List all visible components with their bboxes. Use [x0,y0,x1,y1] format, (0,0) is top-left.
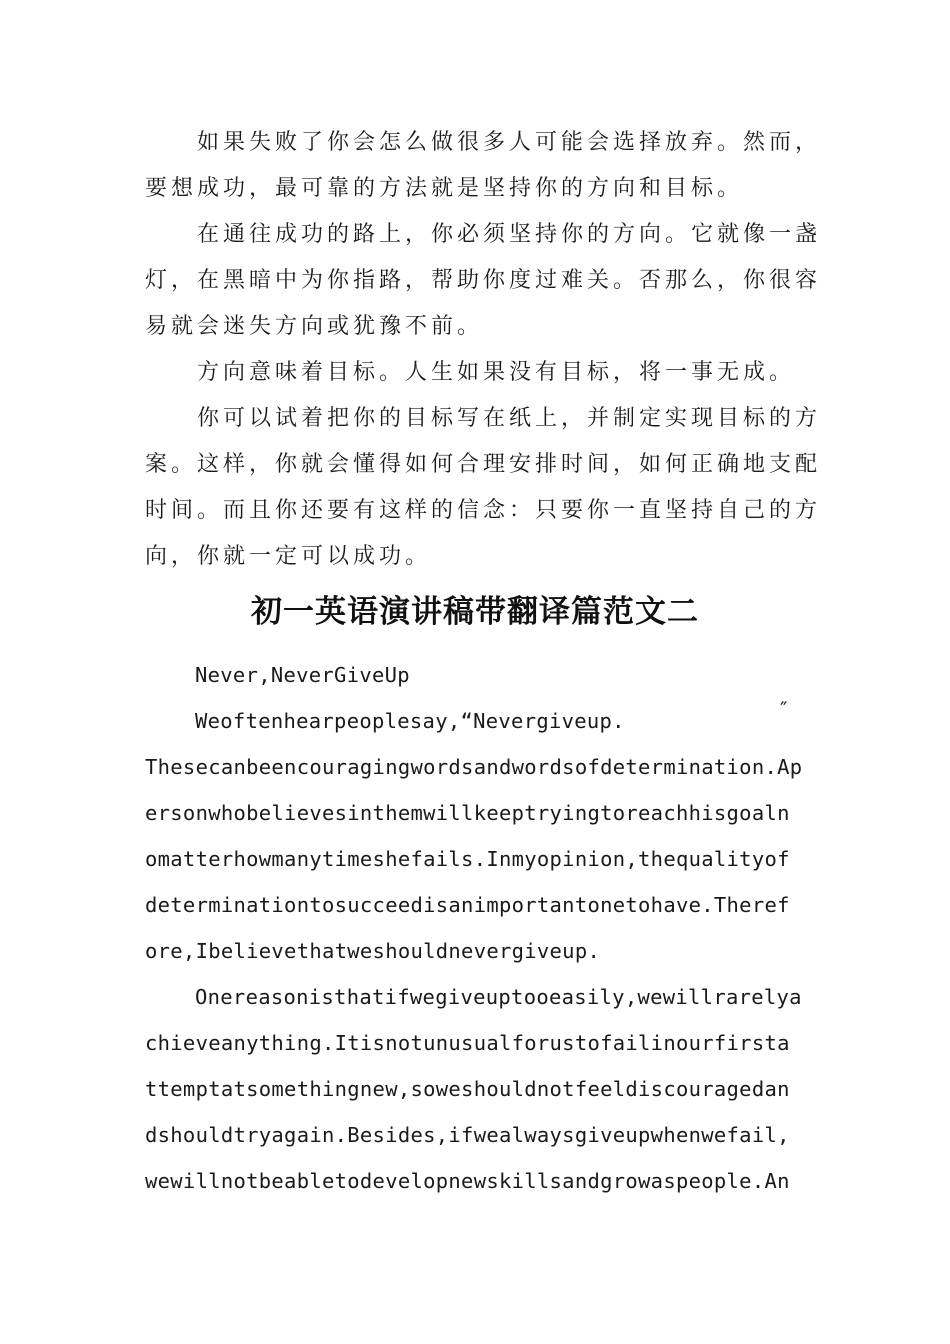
paragraph-line: ersonwhobelievesinthemwillkeeptryingtoreachhisgoaln [145,801,790,825]
paragraph-line: ttemptatsomethingnew,soweshouldnotfeeldiscouragedan [145,1077,790,1101]
paragraph-line: determinationtosucceedisanimportantonetohave.Theref [145,893,790,917]
closing-quote: ″ [780,697,788,721]
english-title-line: Never,NeverGiveUp [195,663,410,687]
paragraph-line: 在通往成功的路上，你必须坚持你的方向。它就像一盏 [197,222,822,247]
paragraph-line: 灯，在黑暗中为你指路，帮助你度过难关。否那么，你很容 [145,268,822,293]
paragraph-line: 时间。而且你还要有这样的信念：只要你一直坚持自己的方 [145,498,822,523]
paragraph-line: Onereasonisthatifwegiveuptooeasily,wewillrarelya [195,985,802,1009]
paragraph-line: ore,Ibelievethatweshouldnevergiveup. [145,939,601,963]
paragraph-line: chieveanything.Itisnotunusualforustofailinourfirsta [145,1031,790,1055]
section-heading: 初一英语演讲稿带翻译篇范文二 [251,594,699,630]
paragraph-line: wewillnotbeabletodevelopnewskillsandgrowaspeople.An [145,1169,790,1193]
paragraph-line: 要想成功，最可靠的方法就是坚持你的方向和目标。 [145,176,744,201]
paragraph-line: 方向意味着目标。人生如果没有目标，将一事无成。 [197,360,796,385]
paragraph-line: 易就会迷失方向或犹豫不前。 [145,314,484,339]
paragraph-line: Thesecanbeencouragingwordsandwordsofdetermination.Ap [145,755,803,779]
paragraph-line: dshouldtryagain.Besides,ifwealwaysgiveupwhenwefail, [145,1123,790,1147]
paragraph-line: 你可以试着把你的目标写在纸上，并制定实现目标的方 [197,406,822,431]
paragraph-line: 向，你就一定可以成功。 [145,544,432,569]
paragraph-line: 如果失败了你会怎么做很多人可能会选择放弃。然而， [197,130,822,155]
paragraph-line: 案。这样，你就会懂得如何合理安排时间，如何正确地支配 [145,452,822,477]
paragraph-line: omatterhowmanytimeshefails.Inmyopinion,thequalityof [145,847,790,871]
paragraph-line: Weoftenhearpeoplesay,“Nevergiveup. [195,709,625,733]
